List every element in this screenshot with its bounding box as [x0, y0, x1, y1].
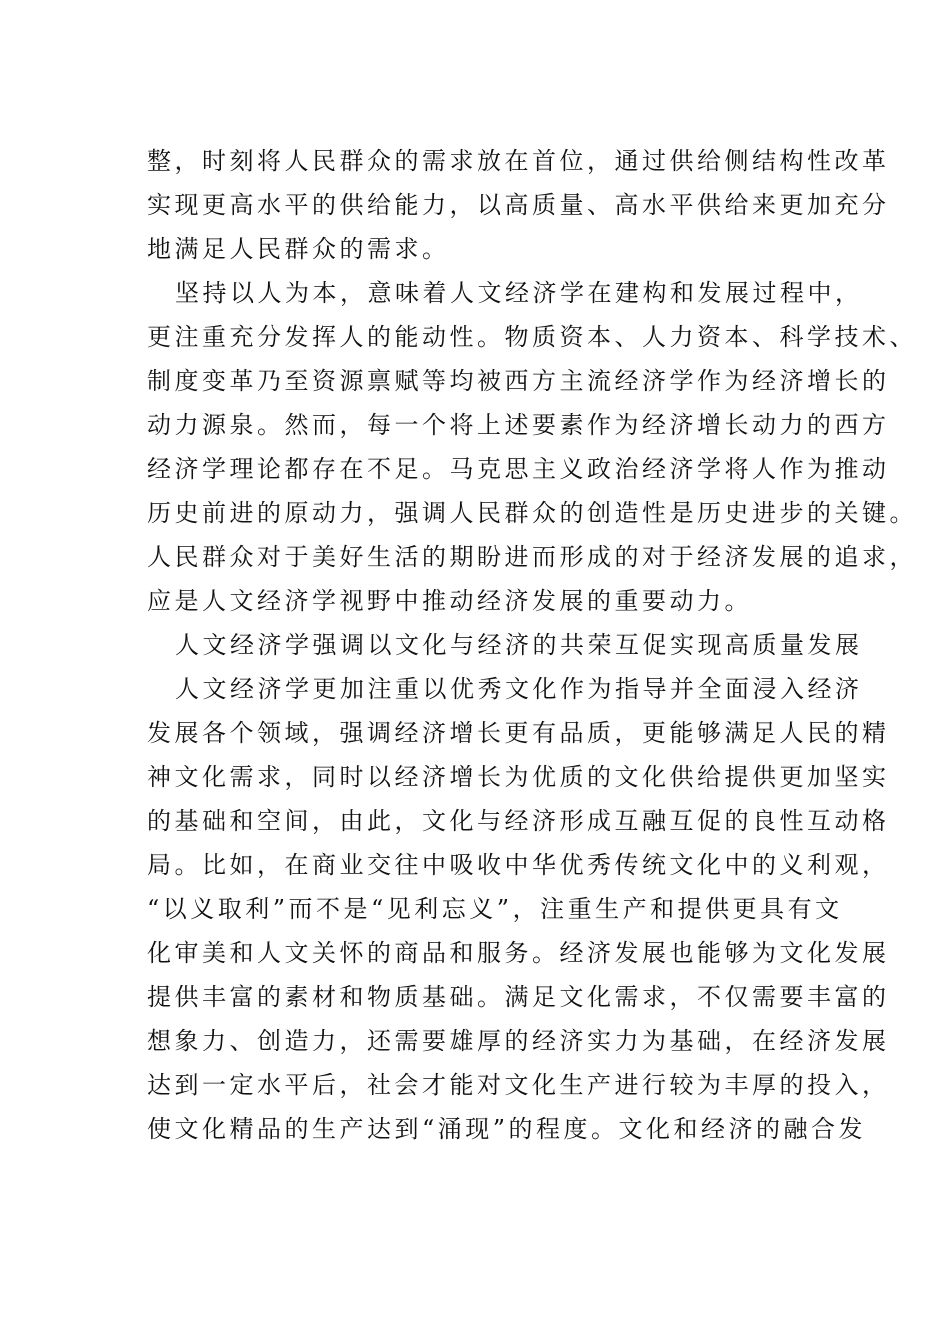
text-line: 神文化需求，同时以经济增长为优质的文化供给提供更加坚实 [147, 763, 890, 791]
paragraph-first-line: 坚持以人为本，意味着人文经济学在建构和发展过程中， [175, 279, 863, 307]
text-line: 局。比如，在商业交往中吸收中华优秀传统文化中的义利观， [147, 851, 890, 879]
text-line: 历史前进的原动力，强调人民群众的创造性是历史进步的关键。 [147, 499, 917, 527]
text-line: 实现更高水平的供给能力，以高质量、高水平供给来更加充分 [147, 191, 890, 219]
section-heading: 人文经济学强调以文化与经济的共荣互促实现高质量发展 [175, 631, 863, 659]
text-line: 提供丰富的素材和物质基础。满足文化需求，不仅需要丰富的 [147, 983, 890, 1011]
text-line: 制度变革乃至资源禀赋等均被西方主流经济学作为经济增长的 [147, 367, 890, 395]
text-line: 使文化精品的生产达到“涌现”的程度。文化和经济的融合发 [147, 1115, 867, 1143]
text-line: 应是人文经济学视野中推动经济发展的重要动力。 [147, 587, 752, 615]
text-line: 发展各个领域，强调经济增长更有品质，更能够满足人民的精 [147, 719, 890, 747]
paragraph-first-line: 人文经济学更加注重以优秀文化作为指导并全面浸入经济 [175, 675, 863, 703]
text-line: 整，时刻将人民群众的需求放在首位，通过供给侧结构性改革 [147, 147, 890, 175]
text-line: 达到一定水平后，社会才能对文化生产进行较为丰厚的投入， [147, 1071, 890, 1099]
text-line: 经济学理论都存在不足。马克思主义政治经济学将人作为推动 [147, 455, 890, 483]
text-line: 的基础和空间，由此，文化与经济形成互融互促的良性互动格 [147, 807, 890, 835]
text-line: 化审美和人文关怀的商品和服务。经济发展也能够为文化发展 [147, 939, 890, 967]
text-line: 人民群众对于美好生活的期盼进而形成的对于经济发展的追求， [147, 543, 917, 571]
text-line: 地满足人民群众的需求。 [147, 235, 450, 263]
text-line: 想象力、创造力，还需要雄厚的经济实力为基础，在经济发展 [147, 1027, 890, 1055]
text-line: 动力源泉。然而，每一个将上述要素作为经济增长动力的西方 [147, 411, 890, 439]
body-text [147, 139, 917, 1151]
text-line: 更注重充分发挥人的能动性。物质资本、人力资本、科学技术、 [147, 323, 917, 351]
text-line: “以义取利”而不是“见利忘义”，注重生产和提供更具有文 [147, 895, 843, 923]
